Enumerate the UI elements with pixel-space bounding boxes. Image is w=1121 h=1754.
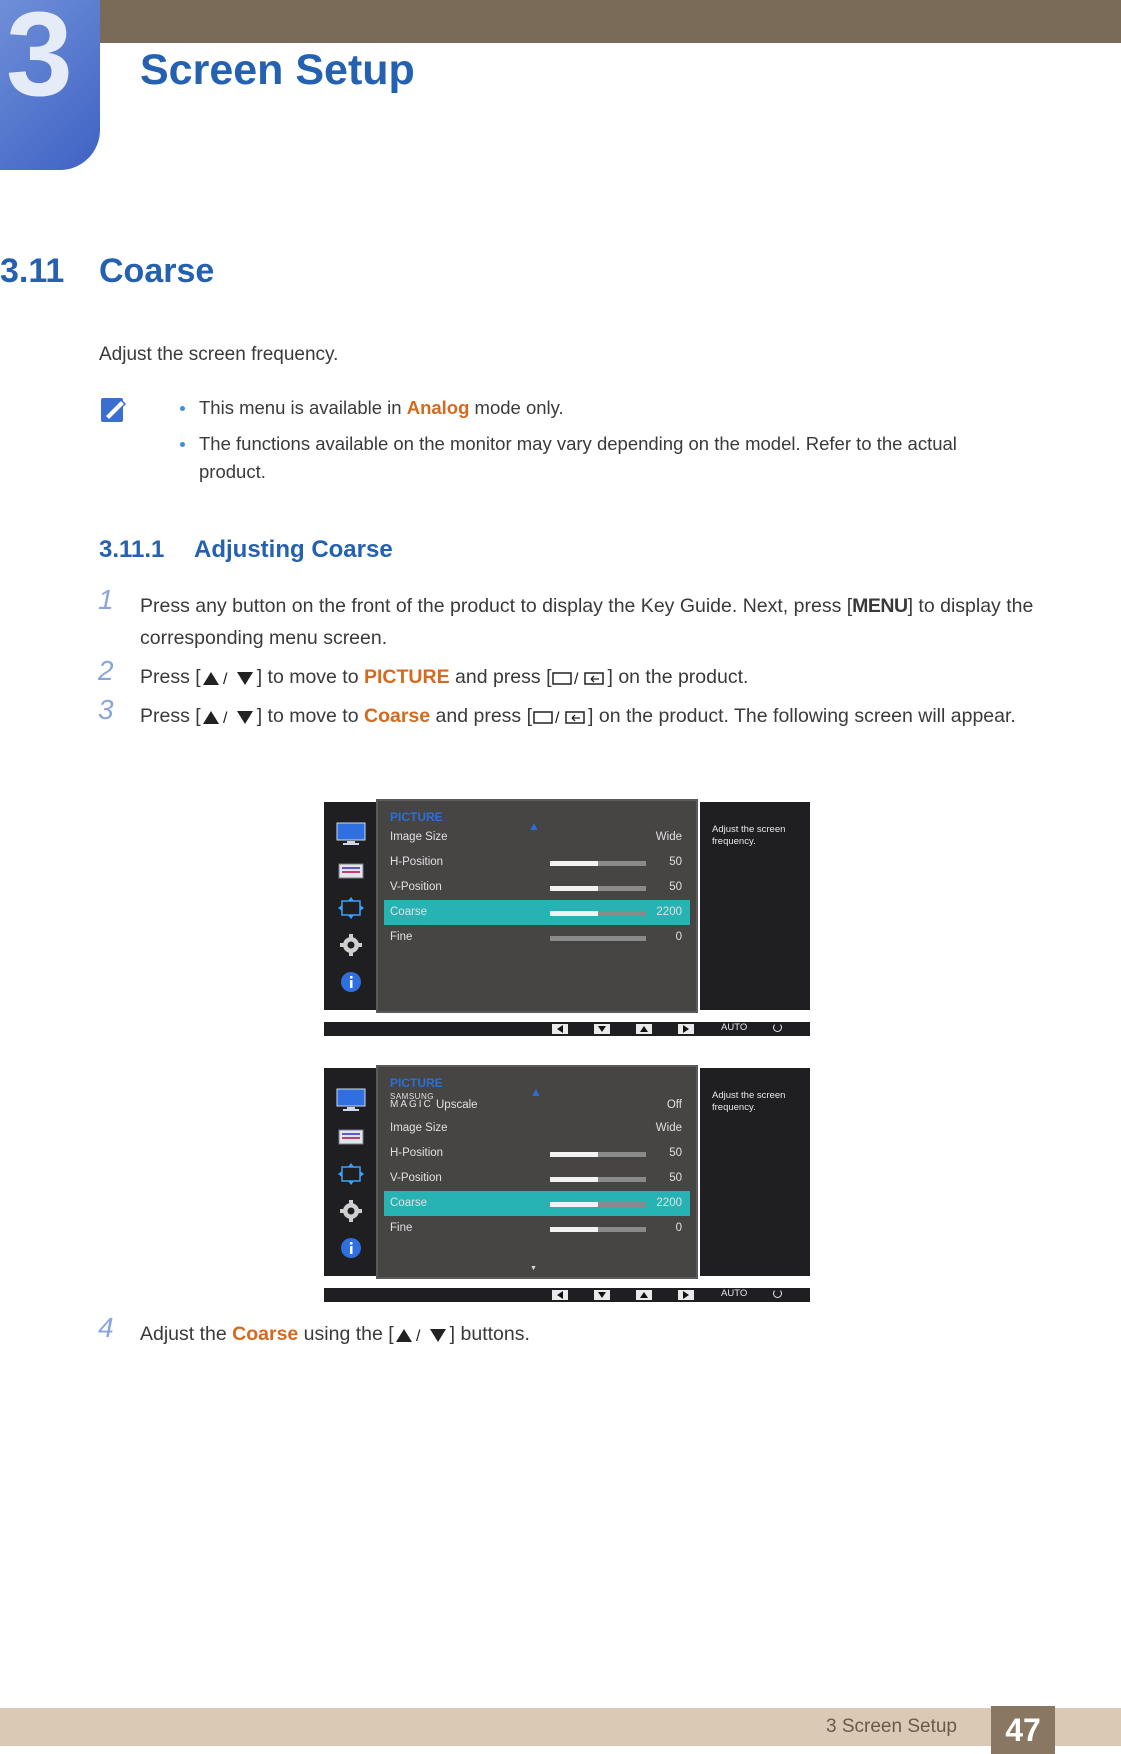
menu-lines-icon — [336, 862, 366, 880]
step-number: 4 — [98, 1312, 114, 1343]
section-number: 3.11 — [0, 252, 65, 290]
resize-icon — [336, 1162, 366, 1186]
up-arrow-icon: ▲ — [528, 819, 540, 833]
osd-key-guide — [324, 1022, 810, 1036]
note-item: This menu is available in Analog mode only. — [180, 394, 1010, 422]
step-number: 1 — [98, 584, 114, 615]
osd-screen-2 — [324, 1068, 810, 1304]
monitor-icon — [336, 1088, 366, 1112]
svg-text:/: / — [415, 1327, 421, 1344]
osd-menu — [376, 1065, 698, 1279]
svg-text:/: / — [574, 670, 579, 687]
osd-key-guide — [324, 1288, 810, 1302]
subsection-number: 3.11.1 — [99, 536, 165, 563]
step-number: 3 — [98, 694, 114, 725]
osd-row[interactable]: H-Position 50 — [390, 856, 682, 868]
osd-row[interactable]: V-Position 50 — [390, 1172, 682, 1184]
osd-menu — [376, 799, 698, 1013]
osd-row[interactable]: H-Position 50 — [390, 1147, 682, 1159]
down-arrow-icon[interactable] — [594, 1024, 610, 1034]
step-number: 2 — [98, 655, 114, 686]
up-arrow-icon[interactable] — [636, 1024, 652, 1034]
level-bar — [550, 861, 646, 866]
magic-logo: SAMSUNG MAGIC — [390, 1092, 434, 1110]
step-1: 1 Press any button on the front of the product to display the Key Guide. Next, press [MENU] to display the corresponding menu screen. — [98, 584, 1034, 649]
step-2: 2 Press [ / ] to move to PICTURE and press [ / ] on the product. — [98, 655, 749, 688]
osd-row[interactable]: Fine 0 — [390, 1222, 682, 1234]
osd-row[interactable]: Fine 0 — [390, 931, 682, 943]
up-down-arrow-icon — [394, 1326, 450, 1344]
osd-help-text: Adjust the screen frequency. — [700, 1068, 810, 1276]
level-bar — [550, 1202, 646, 1207]
info-icon — [336, 970, 366, 994]
auto-button[interactable]: AUTO — [721, 1288, 748, 1299]
svg-text:/: / — [555, 709, 560, 726]
power-icon[interactable] — [773, 1023, 782, 1032]
level-bar — [550, 886, 646, 891]
auto-button[interactable]: AUTO — [721, 1022, 748, 1033]
left-icon[interactable] — [552, 1024, 568, 1034]
step-4: 4 Adjust the Coarse using the [ / ] buttons. — [98, 1312, 530, 1345]
subsection-title: Adjusting Coarse — [194, 536, 393, 563]
gear-icon — [336, 932, 366, 958]
osd-header: PICTURE — [390, 810, 443, 824]
down-arrow-icon: ▼ — [530, 1265, 537, 1272]
osd-row[interactable]: Image Size Wide — [390, 831, 682, 843]
level-bar — [550, 1177, 646, 1182]
step-3: 3 Press [ / ] to move to Coarse and press [ / ] on the product. The following screen will appear. — [98, 694, 1016, 727]
power-icon[interactable] — [773, 1289, 782, 1298]
gear-icon — [336, 1198, 366, 1224]
osd-help-text: Adjust the screen frequency. — [700, 802, 810, 1010]
source-enter-icon — [532, 708, 588, 726]
note-item: The functions available on the monitor may vary depending on the model. Refer to the actual product. — [180, 430, 1010, 486]
up-down-arrow-icon — [201, 708, 257, 726]
level-bar — [550, 911, 646, 916]
osd-icon-column — [324, 802, 376, 1010]
osd-row-selected[interactable]: Coarse 2200 — [384, 1191, 690, 1216]
osd-icon-column — [324, 1068, 376, 1276]
section-heading — [0, 252, 214, 291]
top-band — [0, 0, 1121, 43]
down-arrow-icon[interactable] — [594, 1290, 610, 1300]
osd-row-magic-upscale[interactable]: SAMSUNG MAGIC Upscale Off — [390, 1092, 682, 1111]
monitor-icon — [336, 822, 366, 846]
level-bar — [550, 936, 646, 941]
chapter-number: 3 — [6, 0, 73, 121]
osd-row-selected[interactable]: Coarse 2200 — [384, 900, 690, 925]
svg-text:/: / — [222, 709, 228, 726]
note-icon — [99, 394, 131, 426]
section-title: Coarse — [99, 252, 215, 290]
footer-chapter: 3 Screen Setup — [826, 1716, 957, 1737]
page-number: 47 — [991, 1706, 1055, 1754]
menu-key: MENU — [852, 595, 908, 617]
menu-lines-icon — [336, 1128, 366, 1146]
right-icon[interactable] — [678, 1290, 694, 1300]
right-icon[interactable] — [678, 1024, 694, 1034]
resize-icon — [336, 896, 366, 920]
osd-row[interactable]: V-Position 50 — [390, 881, 682, 893]
level-bar — [550, 1152, 646, 1157]
section-intro: Adjust the screen frequency. — [99, 344, 339, 365]
chapter-title: Screen Setup — [140, 46, 415, 94]
svg-text:/: / — [222, 670, 228, 687]
level-bar — [550, 1227, 646, 1232]
source-enter-icon — [551, 669, 607, 687]
osd-header: PICTURE — [390, 1076, 443, 1090]
osd-screen-1 — [324, 802, 810, 1038]
note-list — [180, 394, 1010, 494]
osd-row[interactable]: Image Size Wide — [390, 1122, 682, 1134]
info-icon — [336, 1236, 366, 1260]
up-down-arrow-icon — [201, 669, 257, 687]
up-arrow-icon[interactable] — [636, 1290, 652, 1300]
up-arrow-icon: ▲ — [530, 1085, 542, 1099]
subsection-heading — [99, 536, 393, 564]
left-icon[interactable] — [552, 1290, 568, 1300]
chapter-tab — [0, 0, 100, 170]
